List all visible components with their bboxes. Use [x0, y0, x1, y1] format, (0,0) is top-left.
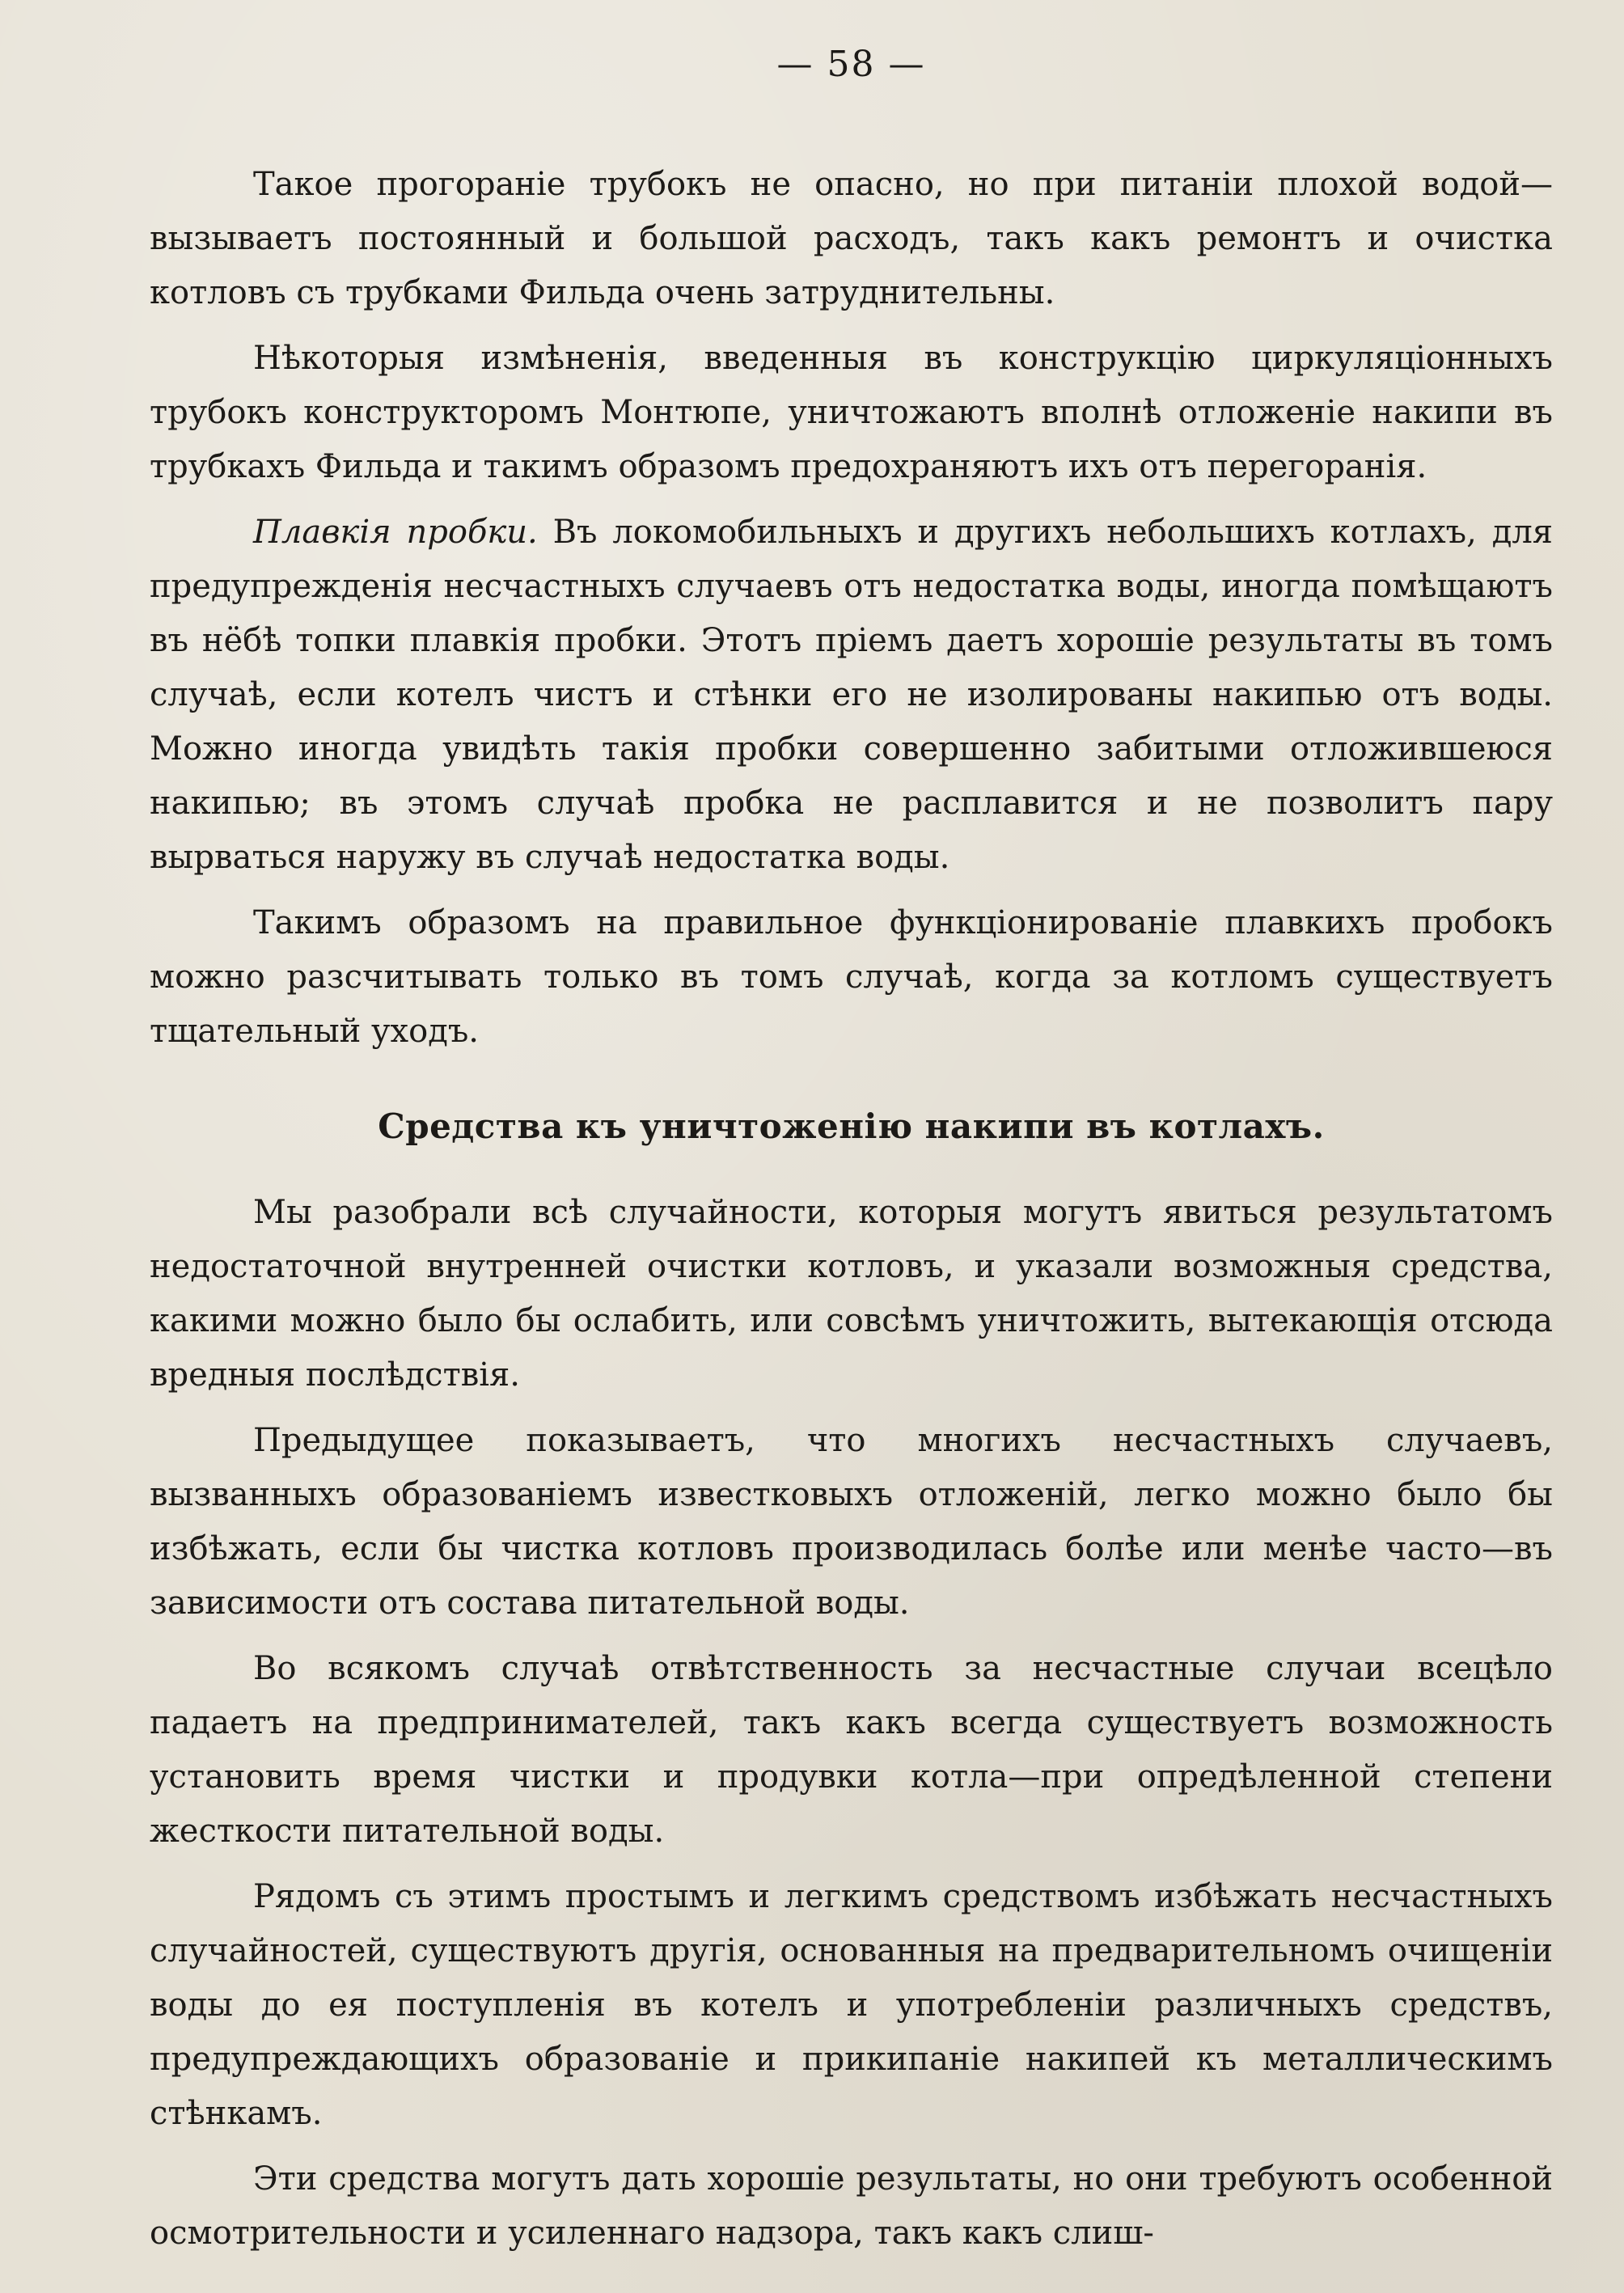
paragraph-text: Такое прогораніе трубокъ не опасно, но при питаніи плохой водой—вызываетъ постоянный и большой расходъ, такъ какъ ремонтъ и очистка котловъ съ трубками Фильда очень затруднительны. — [150, 166, 1553, 311]
page-number: — 58 — — [776, 44, 926, 85]
paragraph-text: Нѣкоторыя измѣненія, введенныя въ конструкцію циркуляціонныхъ трубокъ конструкторомъ Монтюпе, уничтожаютъ вполнѣ отложеніе накипи въ трубкахъ Фильда и такимъ образомъ предохраняютъ ихъ отъ перегоранія. — [150, 340, 1553, 485]
paragraph-text: Такимъ образомъ на правильное функціонированіе плавкихъ пробокъ можно разсчитывать только въ томъ случаѣ, когда за котломъ существуетъ тщательный уходъ. — [150, 904, 1553, 1050]
paragraph-italic-lead: Плавкія пробки. — [253, 514, 538, 551]
paragraph — [150, 1186, 1553, 1402]
paragraph — [150, 332, 1553, 494]
paragraph-text: Во всякомъ случаѣ отвѣтственность за несчастные случаи всецѣло падаетъ на предпринимателей, такъ какъ всегда существуетъ возможность установить время чистки и продувки котла—при опредѣленной степени жесткости питательной воды. — [150, 1650, 1553, 1850]
paragraph-text: Мы разобрали всѣ случайности, которыя могутъ явиться результатомъ недостаточной внутренней очистки котловъ, и указали возможныя средства, какими можно было бы ослабить, или совсѣмъ уничтожить, вытекающія отсюда вредныя послѣдствія. — [150, 1194, 1553, 1394]
paragraph — [150, 1642, 1553, 1859]
paragraph — [150, 2152, 1553, 2261]
paragraph — [150, 158, 1553, 320]
paragraph-text: Рядомъ съ этимъ простымъ и легкимъ средствомъ избѣжать несчастныхъ случайностей, существуютъ другія, основанныя на предварительномъ очищеніи воды до ея поступленія въ котелъ и употребленіи различныхъ средствъ, предупреждающихъ образованіе и прикипаніе накипей къ металлическимъ стѣнкамъ. — [150, 1878, 1553, 2132]
paragraph — [150, 1414, 1553, 1631]
paragraph — [150, 1870, 1553, 2141]
page-content — [150, 158, 1553, 2261]
paragraph-text: Эти средства могутъ дать хорошіе результаты, но они требуютъ особенной осмотрительности и усиленнаго надзора, такъ какъ слиш- — [150, 2160, 1553, 2252]
paragraph — [150, 506, 1553, 885]
paragraph — [150, 896, 1553, 1059]
paragraph-text: Предыдущее показываетъ, что многихъ несчастныхъ случаевъ, вызванныхъ образованіемъ известковыхъ отложеній, легко можно было бы избѣжать, если бы чистка котловъ производилась болѣе или менѣе часто—въ зависимости отъ состава питательной воды. — [150, 1422, 1553, 1622]
paragraph-text: Въ локомобильныхъ и другихъ небольшихъ котлахъ, для предупрежденія несчастныхъ случаевъ отъ недостатка воды, иногда помѣщаютъ въ нёбѣ топки плавкія пробки. Этотъ пріемъ даетъ хорошіе результаты въ томъ случаѣ, если котелъ чистъ и стѣнки его не изолированы накипью отъ воды. Можно иногда увидѣть такія пробки совершенно забитыми отложившеюся накипью; въ этомъ случаѣ пробка не расплавится и не позволитъ пару вырваться наружу въ случаѣ недостатка воды. — [150, 514, 1553, 876]
book-page — [150, 32, 1553, 2252]
section-heading: Средства къ уничтоженію накипи въ котлахъ. — [378, 1106, 1325, 1146]
